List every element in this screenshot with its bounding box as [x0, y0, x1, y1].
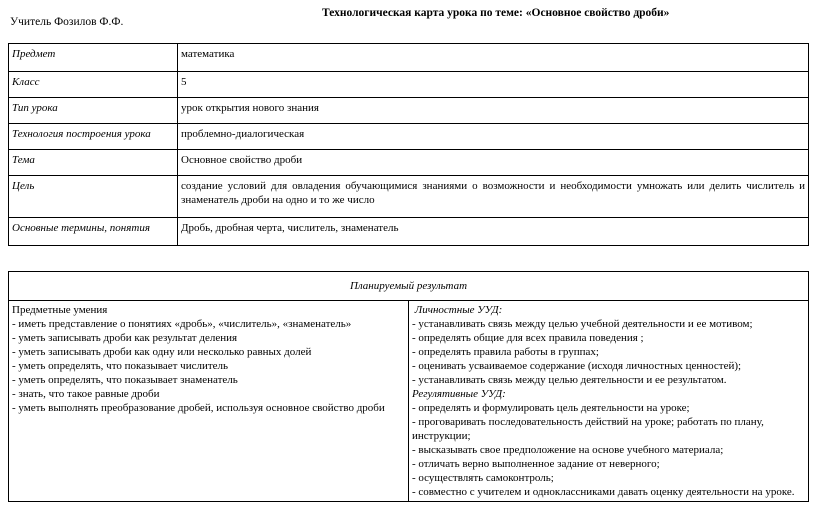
table-row [9, 176, 809, 218]
row-value-lesson-type: урок открытия нового знания [178, 98, 809, 124]
list-item: - определять и формулировать цель деятельности на уроке; [412, 402, 690, 414]
list-item: - устанавливать связь между целью учебной деятельности и ее мотивом; [412, 318, 753, 330]
regulatory-uud-title: Регулятивные УУД: [412, 388, 506, 400]
subject-skills-title: Предметные умения [12, 304, 108, 316]
list-item: - осуществлять самоконтроль; [412, 472, 554, 484]
list-item: - знать, что такое равные дроби [12, 388, 160, 400]
list-item: - совместно с учителем и одноклассниками давать оценку деятельности на уроке. [412, 486, 795, 498]
personal-uud-title: Личностные УУД: [412, 304, 503, 316]
row-value-terms: Дробь, дробная черта, числитель, знаменатель [178, 218, 809, 246]
row-label-terms: Основные термины, понятия [9, 218, 178, 246]
row-label-subject: Предмет [9, 44, 178, 72]
table-row [9, 272, 809, 301]
list-item: - устанавливать связь между целью деятельности и ее результатом. [412, 374, 727, 386]
row-label-topic: Тема [9, 150, 178, 176]
row-label-grade: Класс [9, 72, 178, 98]
row-label-lesson-type: Тип урока [9, 98, 178, 124]
row-value-technology: проблемно-диалогическая [178, 124, 809, 150]
list-item: - уметь выполнять преобразование дробей, используя основное свойство дроби [12, 402, 385, 414]
list-item: - оценивать усваиваемое содержание (исходя личностных ценностей); [412, 360, 742, 372]
list-item: - уметь записывать дроби как результат деления [12, 332, 238, 344]
subject-skills-cell [9, 301, 409, 502]
uud-cell [409, 301, 809, 502]
lesson-info-table [8, 43, 809, 246]
table-row [9, 301, 809, 502]
list-item: - иметь представление о понятиях «дробь», «числитель», «знаменатель» [12, 318, 352, 330]
document-title: Технологическая карта урока по теме: «Основное свойство дроби» [322, 7, 670, 19]
row-value-goal: создание условий для овладения обучающимися знаниями о возможности и необходимости умножать или делить числитель и знаменатель дроби на одно и то же число [178, 176, 809, 218]
planned-results-table [8, 271, 809, 502]
list-item: - уметь определять, что показывает знаменатель [12, 374, 238, 386]
list-item: - отличать верно выполненное задание от неверного; [412, 458, 660, 470]
row-value-topic: Основное свойство дроби [178, 150, 809, 176]
list-item: - проговаривать последовательность действий на уроке; работать по плану, инструкции; [412, 416, 764, 442]
row-value-subject: математика [178, 44, 809, 72]
table-row [9, 44, 809, 72]
list-item: - высказывать свое предположение на основе учебного материала; [412, 444, 724, 456]
table-row [9, 72, 809, 98]
list-item: - определять правила работы в группах; [412, 346, 599, 358]
table-row [9, 124, 809, 150]
table-row [9, 150, 809, 176]
list-item: - уметь записывать дроби как одну или несколько равных долей [12, 346, 312, 358]
row-value-grade: 5 [178, 72, 809, 98]
table-row [9, 218, 809, 246]
table-row [9, 98, 809, 124]
list-item: - определять общие для всех правила поведения ; [412, 332, 644, 344]
row-label-goal: Цель [9, 176, 178, 218]
row-label-technology: Технология построения урока [9, 124, 178, 150]
teacher-name: Учитель Фозилов Ф.Ф. [10, 16, 124, 28]
list-item: - уметь определять, что показывает числитель [12, 360, 229, 372]
planned-results-heading: Планируемый результат [9, 272, 809, 301]
